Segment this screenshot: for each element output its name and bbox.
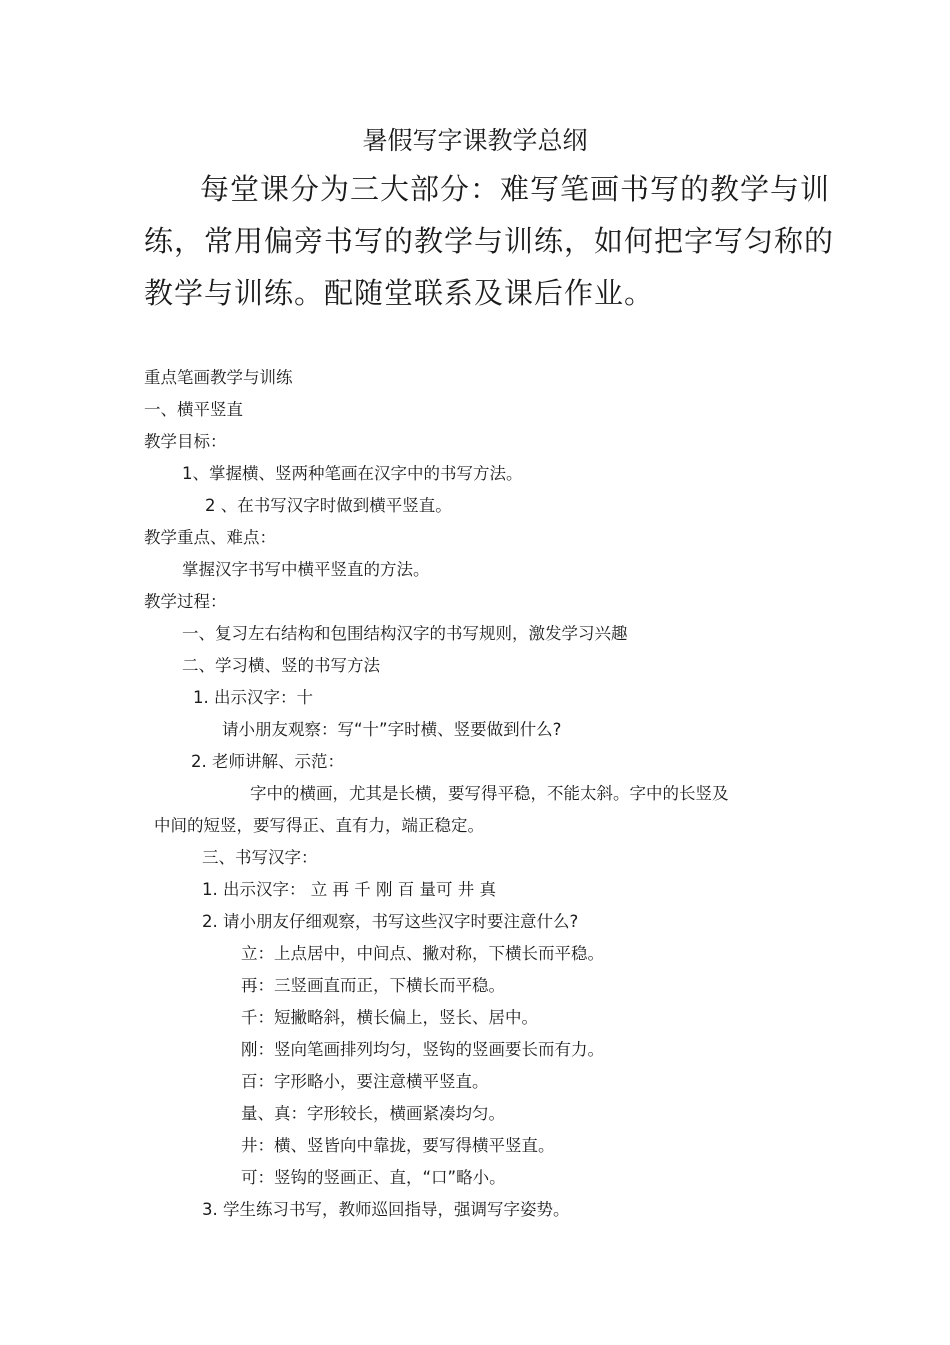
- step-2-2-text-a: 字中的横画，尤其是长横，要写得平稳，不能太斜。字中的长竖及: [250, 784, 729, 803]
- intro-line-1: 每堂课分为三大部分：难写笔画书写的教学与训: [200, 172, 831, 206]
- document-title: 暑假写字课教学总纲: [362, 126, 588, 155]
- step-2-1: 1. 出示汉字：十: [193, 688, 313, 707]
- char-note: 千：短撇略斜，横长偏上，竖长、居中。: [241, 1008, 538, 1027]
- lesson-title: 一、横平竖直: [144, 400, 243, 419]
- char-note: 井：横、竖皆向中靠拢，要写得横平竖直。: [241, 1136, 555, 1155]
- intro-line-3: 教学与训练。配随堂联系及课后作业。: [144, 276, 655, 310]
- char-note: 再：三竖画直而正，下横长而平稳。: [241, 976, 505, 995]
- step-2: 二、学习横、竖的书写方法: [182, 656, 380, 675]
- char-note: 可：竖钩的竖画正、直，“口”略小。: [241, 1168, 506, 1187]
- key-point: 掌握汉字书写中横平竖直的方法。: [182, 560, 430, 579]
- intro-line-2: 练，常用偏旁书写的教学与训练，如何把字写匀称的: [144, 224, 835, 258]
- key-points-label: 教学重点、难点：: [144, 528, 276, 547]
- char-note: 立：上点居中，中间点、撇对称，下横长而平稳。: [241, 944, 604, 963]
- step-1: 一、复习左右结构和包围结构汉字的书写规则，激发学习兴趣: [182, 624, 628, 643]
- char-note: 百：字形略小，要注意横平竖直。: [241, 1072, 489, 1091]
- objectives-label: 教学目标：: [144, 432, 227, 451]
- process-label: 教学过程：: [144, 592, 227, 611]
- step-2-1-question: 请小朋友观察：写“十”字时横、竖要做到什么?: [222, 720, 562, 739]
- step-2-2-text-b: 中间的短竖，要写得正、直有力，端正稳定。: [154, 816, 484, 835]
- section-heading: 重点笔画教学与训练: [144, 368, 293, 387]
- step-3: 三、书写汉字：: [202, 848, 318, 867]
- step-2-2: 2. 老师讲解、示范：: [191, 752, 344, 771]
- char-note: 刚：竖向笔画排列均匀，竖钩的竖画要长而有力。: [241, 1040, 604, 1059]
- step-3-3: 3. 学生练习书写，教师巡回指导，强调写字姿势。: [202, 1200, 570, 1219]
- objective-1: 1、掌握横、竖两种笔画在汉字中的书写方法。: [182, 464, 523, 483]
- objective-2: 2 、在书写汉字时做到横平竖直。: [205, 496, 452, 515]
- char-note: 量、真：字形较长，横画紧凑均匀。: [241, 1104, 505, 1123]
- step-3-1: 1. 出示汉字： 立 再 千 刚 百 量可 井 真: [202, 880, 496, 899]
- step-3-2: 2. 请小朋友仔细观察，书写这些汉字时要注意什么?: [202, 912, 579, 931]
